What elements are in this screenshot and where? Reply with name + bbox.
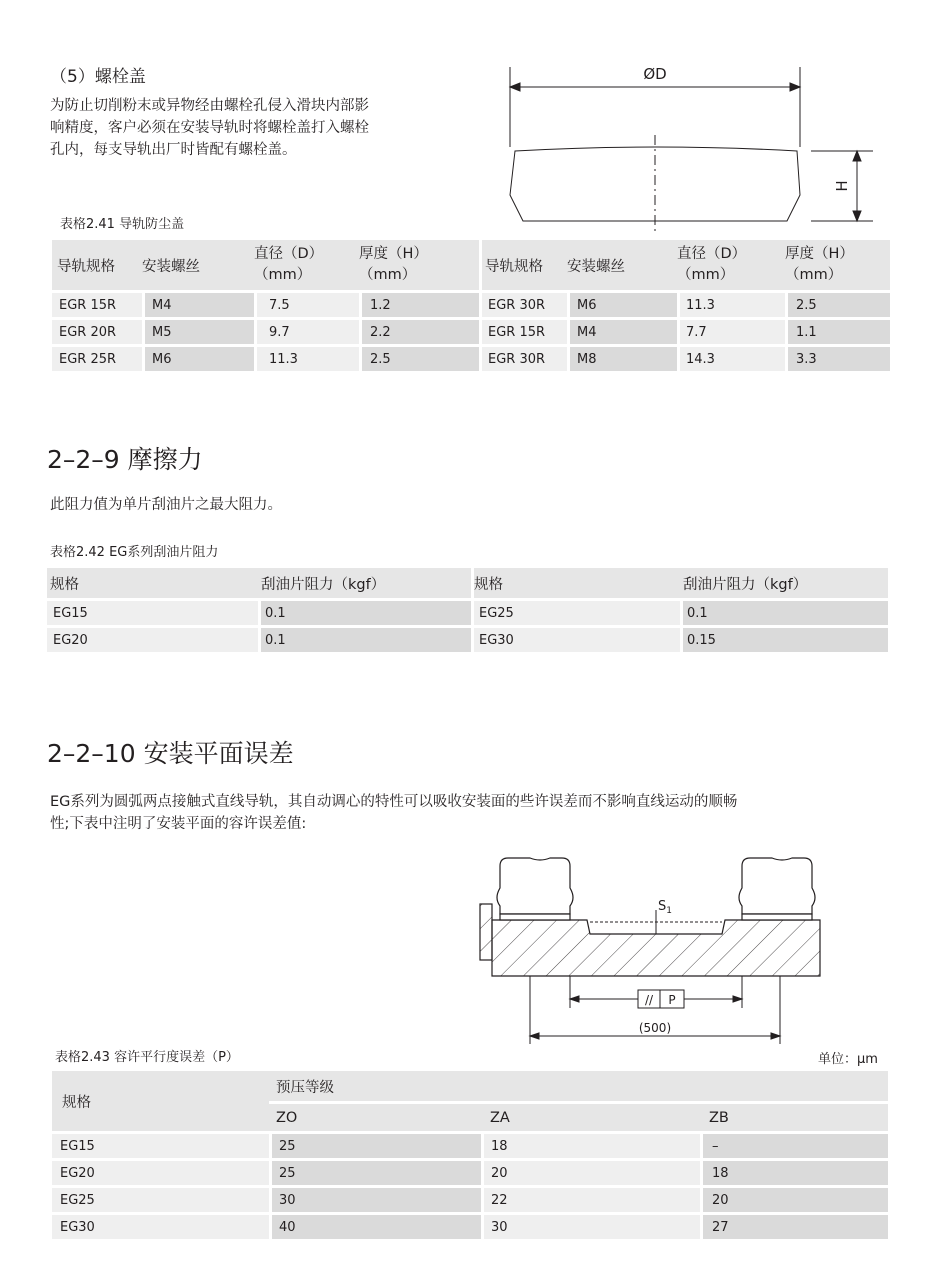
table-row: EG20 25 20 18 — [52, 1158, 888, 1185]
table-row: EGR 20R M5 9.7 2.2 — [52, 317, 479, 344]
preload-zb: ZB — [700, 1101, 888, 1131]
friction-description: 此阻力值为单片刮油片之最大阻力。 — [50, 497, 282, 513]
col-header-rail-spec: 导轨规格 — [57, 258, 115, 275]
col-header-spec: 规格 — [474, 576, 503, 593]
diameter-label: ØD — [643, 65, 667, 83]
col-header-screw: 安装螺丝 — [142, 258, 200, 275]
table-row: EGR 30R M6 11.3 2.5 — [482, 290, 890, 317]
table-row: EGR 25R M6 11.3 2.5 — [52, 344, 479, 371]
table-243 — [52, 1071, 888, 1239]
section-title-bolt-cap: （5）螺栓盖 — [50, 67, 146, 87]
table-row: EG25 30 22 20 — [52, 1185, 888, 1212]
col-header-resistance: 刮油片阻力（kgf） — [683, 576, 808, 593]
col-header-spec: 规格 — [50, 576, 79, 593]
bolt-cap-diagram — [495, 55, 895, 235]
col-header-diameter: 直径（D） （mm） — [677, 246, 747, 283]
col-header-diameter: 直径（D） （mm） — [254, 246, 324, 283]
col-header-rail-spec: 导轨规格 — [485, 258, 543, 275]
col-header-resistance: 刮油片阻力（kgf） — [261, 576, 386, 593]
table-row: EGR 15R M4 7.5 1.2 — [52, 290, 479, 317]
col-header-spec: 规格 — [62, 1094, 91, 1111]
col-header-preload: 预压等级 — [276, 1079, 334, 1096]
table-row: EGR 15R M4 7.7 1.1 — [482, 317, 890, 344]
section-title-friction: 2–2–9 摩擦力 — [47, 445, 203, 474]
col-header-screw: 安装螺丝 — [567, 258, 625, 275]
bolt-cap-description: 为防止切削粉末或异物经由螺栓孔侵入滑块内部影 响精度，客户必须在安装导轨时将螺栓盖打入螺栓 孔内，每支导轨出厂时皆配有螺栓盖。 — [50, 98, 369, 158]
table-row: EG15 25 18 – — [52, 1131, 888, 1158]
s1-label: $S_1$ — [658, 899, 672, 916]
table-row: EG30 40 30 27 — [52, 1212, 888, 1239]
unit-label: 单位：μm — [818, 1052, 878, 1067]
table-241-caption: 表格2.41 导轨防尘盖 — [60, 217, 185, 232]
mounting-description: EG系列为圆弧两点接触式直线导轨，其自动调心的特性可以吸收安装面的些许误差而不影响直线运动的顺畅 性;下表中注明了安装平面的容许误差值: — [50, 794, 738, 832]
table-242-right — [474, 568, 888, 652]
mounting-diagram — [470, 848, 840, 1048]
table-row: EGR 30R M8 14.3 3.3 — [482, 344, 890, 371]
dimension-500-label: (500) — [638, 1021, 672, 1035]
p-label: P — [668, 993, 676, 1007]
table-row: EG20 0.1 — [47, 625, 471, 652]
table-242-caption: 表格2.42 EG系列刮油片阻力 — [50, 545, 219, 560]
table-row: EG25 0.1 — [474, 598, 888, 625]
col-header-thickness: 厚度（H） （mm） — [785, 246, 854, 283]
height-label: H — [833, 180, 851, 192]
table-row: EG15 0.1 — [47, 598, 471, 625]
table-row: EG30 0.15 — [474, 625, 888, 652]
parallel-symbol: // — [644, 993, 654, 1007]
table-243-caption: 表格2.43 容许平行度误差（P） — [55, 1050, 239, 1065]
table-241-right — [482, 240, 890, 371]
table-241-left — [52, 240, 479, 371]
section-title-mounting: 2–2–10 安装平面误差 — [47, 739, 294, 768]
col-header-thickness: 厚度（H） （mm） — [359, 246, 428, 283]
preload-za: ZA — [481, 1101, 700, 1131]
preload-zo: ZO — [269, 1101, 481, 1131]
table-242-left — [47, 568, 471, 652]
